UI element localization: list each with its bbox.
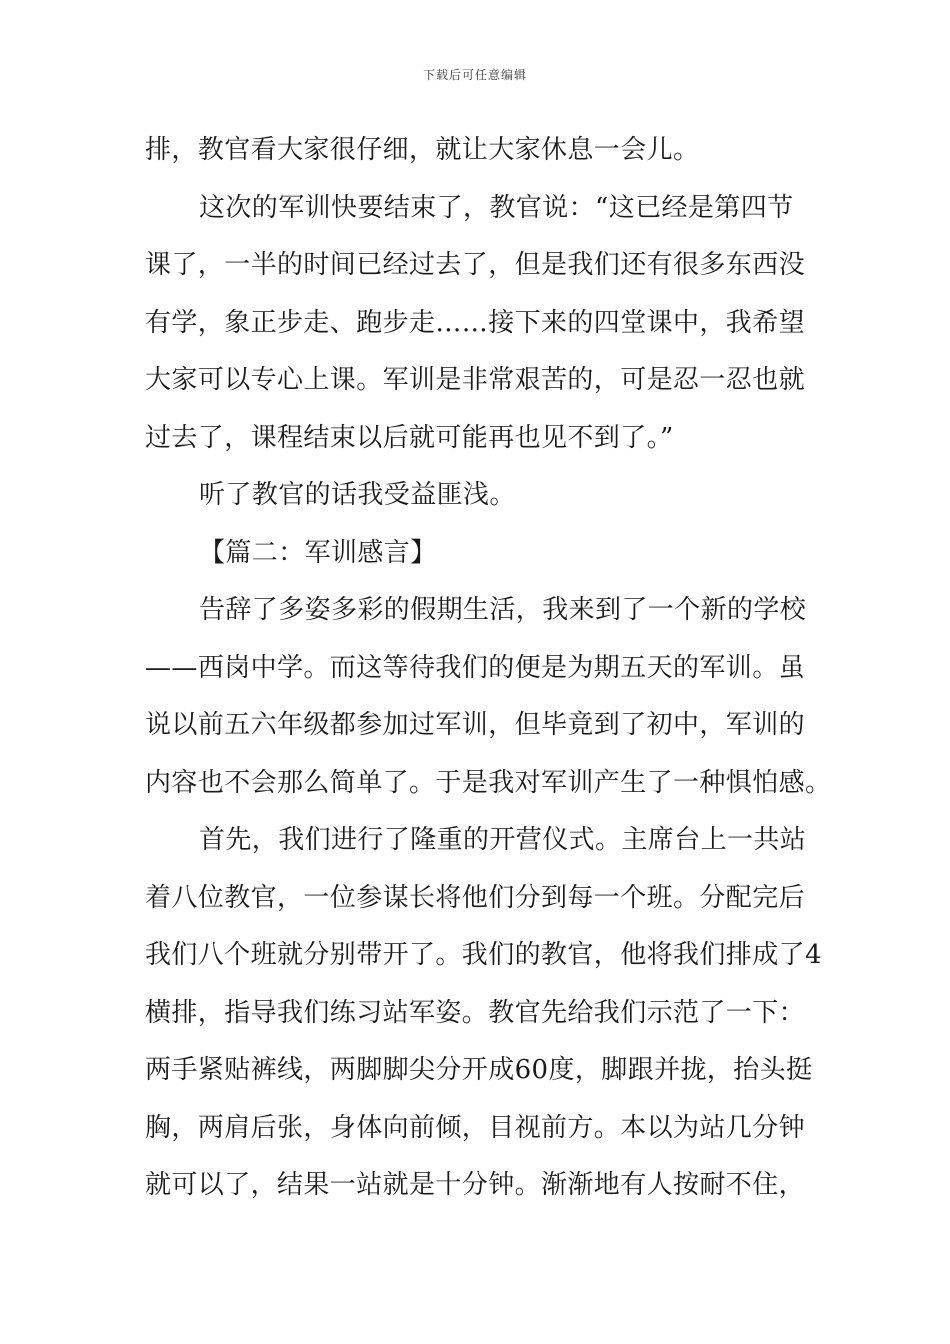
document-body [145,122,832,1215]
text-line: 胸，两肩后张，身体向前倾，目视前方。本以为站几分钟 [145,1112,806,1143]
text-line: 课了，一半的时间已经过去了，但是我们还有很多东西没 [145,250,806,280]
text-line: 大家可以专心上课。军训是非常艰苦的，可是忍一忍也就 [145,365,806,395]
text-line: 就可以了，结果一站就是十分钟。渐渐地有人按耐不住， [145,1170,806,1200]
text-line: 告辞了多姿多彩的假期生活，我来到了一个新的学校 [199,595,807,625]
text-line: 说以前五六年级都参加过军训，但毕竟到了初中，军训的 [145,710,806,740]
page-header: 下载后可任意编辑 [422,68,527,82]
text-line: 两手紧贴裤线，两脚脚尖分开成60度，脚跟并拢，抬头挺 [145,1055,813,1085]
text-line: 内容也不会那么简单了。于是我对军训产生了一种惧怕感。 [145,767,832,798]
text-line: 着八位教官，一位参谋长将他们分到每一个班。分配完后 [145,882,806,913]
text-line: ——西岗中学。而这等待我们的便是为期五天的军训。虽 [145,652,806,683]
section-heading: 【篇二：军训感言】 [199,537,437,568]
text-line: 我们八个班就分别带开了。我们的教官，他将我们排成了4 [145,940,822,970]
text-line: 这次的军训快要结束了，教官说：“这已经是第四节 [199,192,794,223]
text-line: 首先，我们进行了隆重的开营仪式。主席台上一共站 [199,825,807,855]
text-line: 排，教官看大家很仔细，就让大家休息一会儿。 [145,135,700,165]
text-line: 过去了，课程结束以后就可能再也见不到了。” [145,422,674,453]
text-line: 有学，象正步走、跑步走……接下来的四堂课中，我希望 [145,307,806,338]
text-line: 听了教官的话我受益匪浅。 [199,480,516,510]
text-line: 横排，指导我们练习站军姿。教官先给我们示范了一下： [145,997,806,1028]
